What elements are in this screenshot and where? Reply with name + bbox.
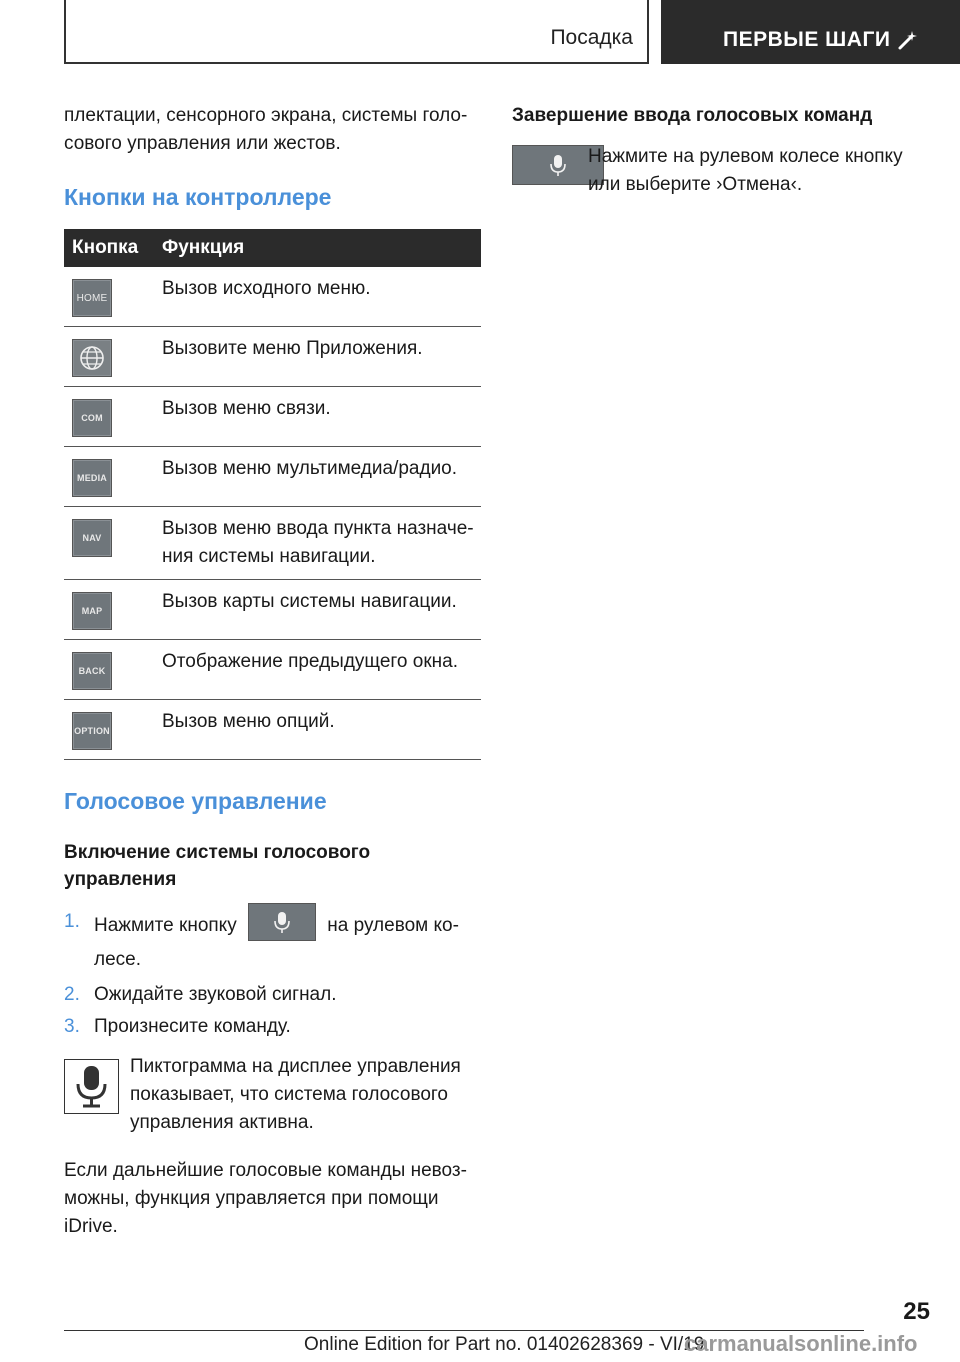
table-row — [64, 327, 481, 387]
com-button-icon: COM — [72, 399, 112, 437]
wand-icon — [897, 29, 919, 51]
voice-sub-line-1: Включение системы голосового — [64, 842, 371, 863]
option-button-icon: OPTION — [72, 712, 112, 750]
step-number: 3. — [64, 1016, 80, 1037]
end-voice-heading: Завершение ввода голосовых команд — [512, 105, 873, 126]
intro-line-1: плектации, сенсорного экрана, системы голо- — [64, 105, 468, 126]
step-number: 1. — [64, 911, 80, 932]
controller-table — [64, 229, 481, 760]
header-chapter-box — [661, 0, 960, 64]
intro-line-2: сового управления или жестов. — [64, 133, 341, 154]
nav-button-icon: NAV — [72, 519, 112, 557]
table-row — [64, 640, 481, 700]
pictogram-note — [64, 1053, 481, 1143]
function-line: ния системы навигации. — [162, 546, 376, 567]
voice-button-icon — [248, 903, 316, 941]
function-text: Вызов меню мультимедиа/радио. — [162, 447, 481, 507]
chapter-label: ПЕРВЫЕ ШАГИ — [723, 28, 891, 51]
step-text: на рулевом ко- — [327, 915, 459, 937]
final-line: можны, функция управляется при помощи — [64, 1188, 439, 1209]
step-item — [64, 1013, 481, 1041]
table-header-button: Кнопка — [64, 229, 162, 267]
end-voice-line: Нажмите на рулевом колесе кнопку — [588, 146, 903, 167]
function-text: Вызовите меню Приложения. — [162, 327, 481, 387]
map-button-icon: MAP — [72, 592, 112, 630]
right-column — [512, 102, 932, 203]
function-text: Вызов исходного меню. — [162, 267, 481, 327]
globe-icon — [72, 339, 112, 377]
step-text: лесе. — [94, 949, 141, 970]
section-label: Посадка — [550, 26, 633, 49]
step-text: Произнесите команду. — [94, 1016, 291, 1037]
end-voice-line: или выберите ›Отмена‹. — [588, 174, 803, 195]
voice-subheading — [64, 839, 481, 893]
note-line: Пиктограмма на дисплее управления — [130, 1056, 461, 1077]
edition-text: Online Edition for Part no. 01402628369 - VI/19 — [304, 1334, 705, 1355]
final-paragraph — [64, 1157, 481, 1241]
voice-heading: Голосовое управление — [64, 788, 327, 814]
table-row — [64, 700, 481, 760]
left-column — [64, 102, 481, 1241]
back-button-icon: BACK — [72, 652, 112, 690]
note-line: показывает, что система голосового — [130, 1084, 448, 1105]
note-line: управления активна. — [130, 1112, 314, 1133]
final-line: iDrive. — [64, 1216, 118, 1237]
microphone-icon — [64, 1059, 119, 1114]
step-text: Нажмите кнопку — [94, 915, 237, 937]
function-line: Вызов меню ввода пункта назначе- — [162, 518, 474, 539]
function-text: Вызов меню связи. — [162, 387, 481, 447]
step-item — [64, 981, 481, 1009]
step-text: Ожидайте звуковой сигнал. — [94, 984, 337, 1005]
home-button-icon: HOME — [72, 279, 112, 317]
final-line: Если дальнейшие голосовые команды невоз- — [64, 1160, 467, 1181]
end-voice-instruction — [512, 143, 932, 203]
step-item — [64, 907, 481, 975]
page-number: 25 — [903, 1298, 930, 1325]
controller-heading: Кнопки на контроллере — [64, 184, 332, 210]
media-button-icon: MEDIA — [72, 459, 112, 497]
table-row — [64, 387, 481, 447]
header-section-box — [64, 0, 649, 64]
table-row — [64, 507, 481, 580]
voice-sub-line-2: управления — [64, 869, 177, 890]
table-header-function: Функция — [162, 229, 481, 267]
table-row — [64, 447, 481, 507]
table-row — [64, 580, 481, 640]
watermark-text: carmanualsonline.info — [684, 1331, 918, 1356]
function-text — [162, 507, 481, 580]
function-text: Вызов карты системы навигации. — [162, 580, 481, 640]
table-row — [64, 267, 481, 327]
function-text: Вызов меню опций. — [162, 700, 481, 760]
function-text: Отображение предыдущего окна. — [162, 640, 481, 700]
step-number: 2. — [64, 984, 80, 1005]
steps-list — [64, 907, 481, 1041]
